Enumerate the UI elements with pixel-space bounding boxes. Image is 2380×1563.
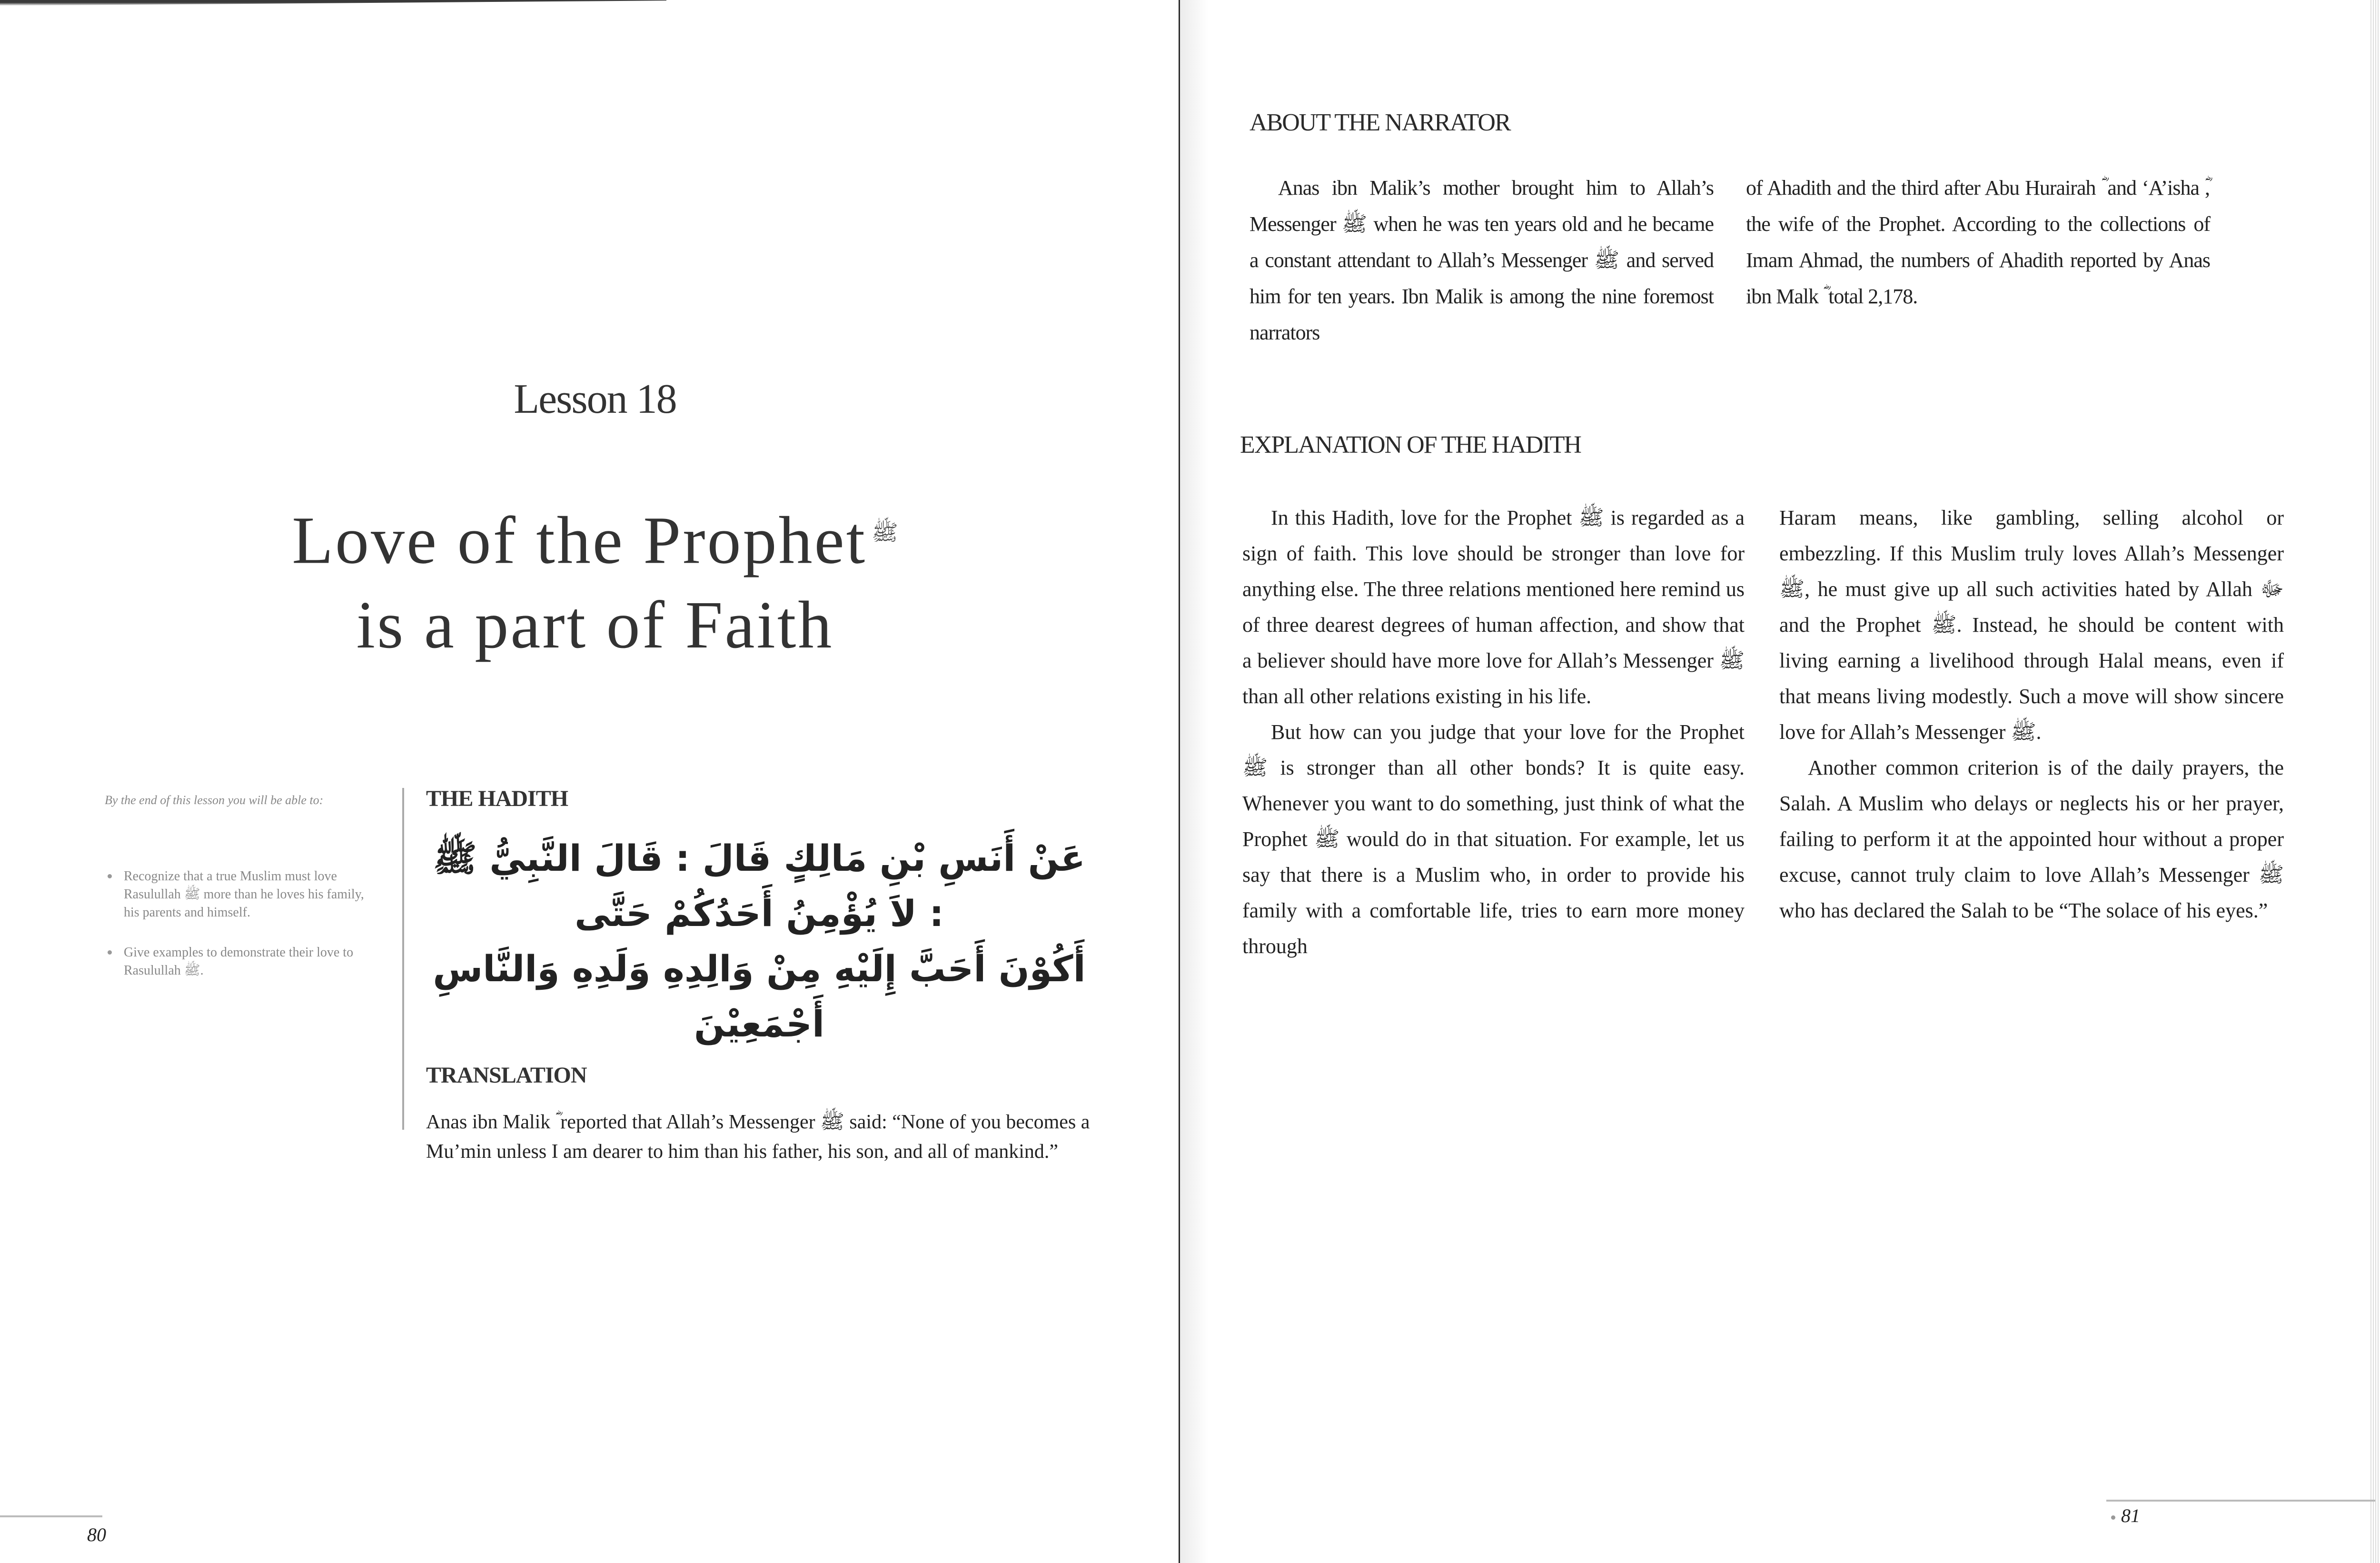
title-line-2: is a part of Faith [356, 587, 834, 663]
title-line-1: Love of the Prophet [292, 502, 867, 578]
hadith-arabic-text [426, 831, 1092, 1052]
lesson-label: Lesson 18 [514, 376, 676, 422]
objective-item: Recognize that a true Muslim must love Rasulullah ﷺ more than he loves his family, his parents and himself. [124, 867, 371, 922]
narrator-column-1 [1250, 170, 1714, 351]
explanation-paragraph: In this Hadith, love for the Prophet ﷺ is regarded as a sign of faith. This love should be stronger than love for anything else. The three relations mentioned here remind us of three dearest degrees of human affection, and show that a believer should have more love for Allah’s Messenger ﷺ than all other relations existing in his life. [1242, 506, 1745, 708]
narrator-heading: ABOUT THE NARRATOR [1250, 109, 1510, 136]
narrator-column-2 [1746, 170, 2210, 315]
narrator-paragraph-2: of Ahadith and the third after Abu Hurairah ؓ and ‘A’isha ؓ, the wife of the Prophet. According to the collections of Imam Ahmad, the numbers of Ahadith reported by Anas ibn Malk ؓ total 2,178. [1746, 176, 2210, 308]
page-number-right [2111, 1504, 2140, 1527]
hadith-heading: THE HADITH [426, 786, 568, 811]
arabic-line-2: أَكُوْنَ أَحَبَّ إِلَيْهِ مِنْ وَالِدِهِ وَلَدِهِ وَالنَّاسِ أَجْمَعِيْنَ [433, 947, 1086, 1045]
explanation-column-2 [1779, 500, 2284, 928]
explanation-paragraph: Haram means, like gambling, selling alcohol or embezzling. If this Muslim truly loves Allah’s Messenger ﷺ, he must give up all such activities hated by Allah ﷻ and the Prophet ﷺ. Instead, he should be content with living earning a livelihood through Halal means, even if that means living modestly. Such a move will show sincere love for Allah’s Messenger ﷺ. [1779, 506, 2284, 744]
page-number-right-value: 81 [2121, 1505, 2140, 1526]
book-gutter-shade [1180, 0, 1209, 1563]
honorific-icon: ﷺ [872, 520, 898, 545]
explanation-column-1 [1242, 500, 1745, 964]
footer-rule-right [2106, 1500, 2375, 1502]
explanation-heading: EXPLANATION OF THE HADITH [1240, 431, 1581, 458]
arabic-line-1: عَنْ أَنَسِ بْنِ مَالِكٍ قَالَ : قَالَ النَّبِيُّ ﷺ : لاَ يُؤْمِنُ أَحَدُكُمْ حَتَّى [433, 837, 1086, 935]
book-gutter [1179, 0, 1180, 1563]
lesson-objectives [105, 790, 371, 1002]
hadith-block [426, 786, 1121, 1166]
lesson-title [0, 490, 1190, 667]
hadith-vertical-rule [402, 788, 404, 1130]
footer-rule-left [0, 1515, 102, 1517]
bullet-dot-icon [2111, 1515, 2115, 1520]
explanation-paragraph: But how can you judge that your love for the Prophet ﷺ is stronger than all other bonds? It is quite easy. Whenever you want to do something, just think of what the Prophet ﷺ would do in that situation. For example, let us say that there is a Muslim who, in order to provide his family with a comfortable life, tries to earn more money through [1242, 720, 1745, 958]
narrator-paragraph-1: Anas ibn Malik’s mother brought him to Allah’s Messenger ﷺ when he was ten years old and he became a constant attendant to Allah’s Messenger ﷺ and served him for ten years. Ibn Malik is among the nine foremost narrators [1250, 176, 1714, 344]
translation-heading: TRANSLATION [426, 1063, 587, 1088]
scan-top-shadow [0, 0, 666, 6]
objective-item: Give examples to demonstrate their love to Rasulullah ﷺ. [124, 944, 371, 980]
explanation-paragraph: Another common criterion is of the daily prayers, the Salah. A Muslim who delays or neglects his or her prayer, failing to perform it at the appointed hour without a proper excuse, cannot truly claim to love Allah’s Messenger ﷺ who has declared the Salah to be “The solace of his eyes.” [1779, 756, 2284, 922]
objectives-list [105, 867, 371, 980]
objectives-intro: By the end of this lesson you will be able to: [105, 793, 324, 807]
page-edge-stack [2370, 0, 2380, 1563]
translation-text: Anas ibn Malik ؓ reported that Allah’s Messenger ﷺ said: “None of you becomes a Mu’min unless I am dearer to him than his father, his son, and all of mankind.” [426, 1111, 1090, 1163]
page-number-left: 80 [87, 1524, 106, 1545]
